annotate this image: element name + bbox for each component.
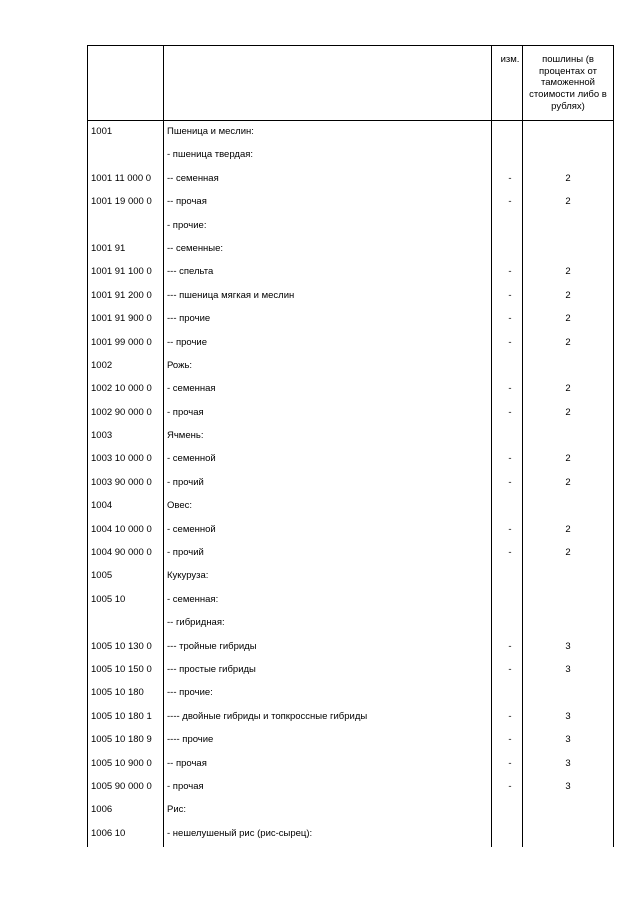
row-duty: 2 [565, 476, 571, 488]
row-name: --- прочие: [167, 687, 213, 699]
row-name: - семенной [167, 523, 216, 535]
row-name: - прочая [167, 780, 204, 792]
table-row [87, 378, 614, 401]
row-name: -- семенные: [167, 242, 224, 254]
header-izm-label: изм. [500, 54, 520, 65]
table-row [87, 285, 614, 308]
table-row [87, 144, 614, 167]
row-izm: - [508, 383, 512, 395]
row-code: 1004 90 000 0 [91, 547, 152, 559]
row-name: --- спельта [167, 266, 214, 278]
table-row [87, 565, 614, 588]
table-row [87, 448, 614, 471]
row-duty: 2 [565, 406, 571, 418]
row-code: 1005 10 [91, 593, 126, 605]
row-code: 1005 10 900 0 [91, 757, 152, 769]
row-name: Пшеница и меслин: [167, 126, 254, 137]
row-name: - нешелушеный рис (рис-сырец): [167, 827, 313, 839]
table-row [87, 776, 614, 799]
row-code: 1002 10 000 0 [91, 383, 152, 395]
row-name: --- пшеница мягкая и меслин [167, 289, 295, 301]
row-duty: 2 [565, 266, 571, 278]
row-name: - семенная: [167, 593, 219, 605]
table-row [87, 332, 614, 355]
row-code: 1003 10 000 0 [91, 453, 152, 465]
row-izm: - [508, 710, 512, 722]
row-name: Ячмень: [167, 430, 204, 442]
row-izm: - [508, 734, 512, 746]
row-code: 1005 90 000 0 [91, 780, 152, 792]
table-row [87, 191, 614, 214]
table-row [87, 261, 614, 284]
row-code: 1005 10 150 0 [91, 663, 152, 675]
row-name: ---- прочие [167, 734, 214, 746]
row-izm: - [508, 476, 512, 488]
row-code: 1001 91 [91, 242, 126, 254]
table-row [87, 495, 614, 518]
row-name: - прочая [167, 406, 204, 418]
row-duty: 2 [565, 523, 571, 535]
row-code: 1001 [91, 126, 113, 137]
row-name: - семенная [167, 383, 216, 395]
row-code: 1001 99 000 0 [91, 336, 152, 348]
row-duty: 2 [565, 313, 571, 325]
row-izm: - [508, 336, 512, 348]
row-izm: - [508, 313, 512, 325]
row-izm: - [508, 289, 512, 301]
row-izm: - [508, 523, 512, 535]
tariff-table [87, 45, 614, 847]
row-izm: - [508, 453, 512, 465]
table-header [87, 45, 614, 120]
row-code: 1001 91 200 0 [91, 289, 152, 301]
table-row [87, 121, 614, 144]
row-code: 1005 10 180 [91, 687, 144, 699]
row-code: 1006 [91, 804, 113, 816]
table-row [87, 636, 614, 659]
table-row [87, 238, 614, 261]
row-izm: - [508, 266, 512, 278]
row-duty: 3 [565, 710, 571, 722]
row-duty: 2 [565, 196, 571, 208]
row-name: - пшеница твердая: [167, 149, 254, 161]
row-izm: - [508, 547, 512, 559]
table-row [87, 706, 614, 729]
row-name: - прочий [167, 476, 204, 488]
row-name: -- прочая [167, 196, 207, 208]
row-name: - семенной [167, 453, 216, 465]
row-name: Овес: [167, 500, 193, 512]
row-duty: 2 [565, 289, 571, 301]
table-row [87, 589, 614, 612]
row-code: 1003 90 000 0 [91, 476, 152, 488]
row-code: 1004 [91, 500, 113, 512]
table-row [87, 168, 614, 191]
row-name: -- прочие [167, 336, 208, 348]
row-code: 1001 11 000 0 [91, 172, 152, 184]
row-duty: 3 [565, 640, 571, 652]
table-row [87, 682, 614, 705]
row-code: 1001 91 100 0 [91, 266, 152, 278]
table-row [87, 542, 614, 565]
row-code: 1005 [91, 570, 113, 582]
table-row [87, 472, 614, 495]
row-code: 1005 10 130 0 [91, 640, 152, 652]
table-row [87, 425, 614, 448]
row-code: 1005 10 180 1 [91, 710, 152, 722]
row-name: Рис: [167, 804, 187, 816]
row-name: --- тройные гибриды [167, 640, 257, 652]
row-izm: - [508, 640, 512, 652]
row-izm: - [508, 663, 512, 675]
row-code: 1006 10 [91, 827, 126, 839]
row-name: Рожь: [167, 359, 193, 371]
row-duty: 2 [565, 547, 571, 559]
table-row [87, 823, 614, 846]
row-duty: 3 [565, 780, 571, 792]
row-name: -- семенная [167, 172, 219, 184]
table-body [87, 121, 614, 846]
row-name: -- гибридная: [167, 617, 225, 629]
table-row [87, 612, 614, 635]
row-name: -- прочая [167, 757, 207, 769]
row-code: 1002 [91, 359, 113, 371]
table-row [87, 659, 614, 682]
row-izm: - [508, 780, 512, 792]
table-row [87, 753, 614, 776]
row-code: 1005 10 180 9 [91, 734, 152, 746]
table-row [87, 308, 614, 331]
row-duty: 2 [565, 453, 571, 465]
row-duty: 3 [565, 734, 571, 746]
table-row [87, 402, 614, 425]
row-name: Кукуруза: [167, 570, 209, 582]
row-code: 1004 10 000 0 [91, 523, 152, 535]
row-code: 1003 [91, 430, 113, 442]
row-name: - прочий [167, 547, 204, 559]
row-duty: 2 [565, 172, 571, 184]
row-code: 1002 90 000 0 [91, 406, 152, 418]
table-row [87, 799, 614, 822]
table-row [87, 215, 614, 238]
row-duty: 2 [565, 336, 571, 348]
row-duty: 2 [565, 383, 571, 395]
row-name: --- простые гибриды [167, 663, 256, 675]
row-izm: - [508, 172, 512, 184]
row-code: 1001 19 000 0 [91, 196, 152, 208]
header-duty-label: пошлины (в процентах от таможенной стоимости либо в рублях) [529, 54, 607, 112]
row-izm: - [508, 196, 512, 208]
row-code: 1001 91 900 0 [91, 313, 152, 325]
table-row [87, 355, 614, 378]
row-duty: 3 [565, 663, 571, 675]
row-duty: 3 [565, 757, 571, 769]
row-name: --- прочие [167, 313, 211, 325]
row-name: - прочие: [167, 219, 207, 231]
row-name: ---- двойные гибриды и топкроссные гибриды [167, 710, 368, 722]
table-row [87, 729, 614, 752]
row-izm: - [508, 406, 512, 418]
table-row [87, 519, 614, 542]
row-izm: - [508, 757, 512, 769]
